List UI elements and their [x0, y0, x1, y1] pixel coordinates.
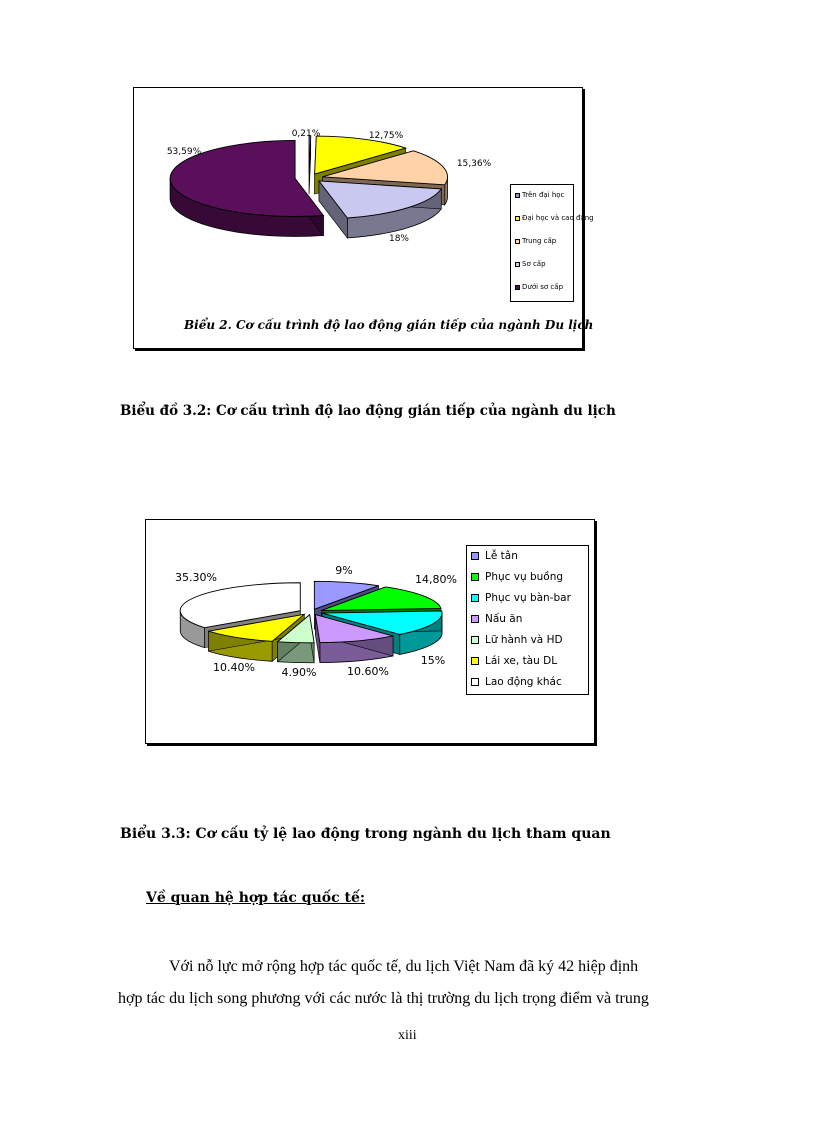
chart-1-legend [510, 184, 594, 302]
pie-chart-labor-ratio [145, 519, 595, 744]
legend-label: Lữ hành và HD [485, 634, 563, 646]
data-label-2-2: 15% [420, 654, 446, 667]
data-label-1-3: 18% [388, 234, 410, 244]
legend-label: Dưới sơ cấp [522, 283, 564, 291]
legend-swatch [515, 262, 520, 267]
legend-swatch [515, 216, 520, 221]
legend-item-1-0 [515, 191, 564, 199]
legend-item-2-6 [471, 676, 562, 688]
pie-chart-indirect-labor-qualification [133, 87, 594, 349]
legend-item-2-5 [471, 655, 557, 667]
legend-label: Trên đại học [522, 191, 565, 199]
legend-label: Đại học và cao đẳng [522, 214, 594, 222]
legend-item-1-2 [515, 237, 556, 245]
legend-label: Nấu ăn [485, 613, 523, 625]
legend-item-2-3 [471, 613, 522, 625]
data-label-1-4: 53,59% [166, 147, 202, 157]
legend-swatch [471, 573, 479, 581]
legend-label: Lễ tân [485, 550, 518, 562]
legend-item-2-4 [471, 634, 563, 646]
legend-swatch [471, 552, 479, 560]
data-label-2-0: 9% [335, 564, 353, 577]
legend-swatch [471, 615, 479, 623]
data-label-2-6: 35.30% [175, 571, 217, 584]
legend-swatch [471, 636, 479, 644]
data-label-1-0: 0,21% [291, 129, 321, 139]
section-heading: Về quan hệ hợp tác quốc tế: [146, 890, 366, 906]
legend-label: Lao động khác [485, 676, 562, 688]
legend-label: Phục vụ bàn-bar [485, 592, 571, 604]
data-label-2-4: 4.90% [281, 666, 317, 679]
legend-item-2-1 [471, 571, 563, 583]
paragraph-line-2: hợp tác du lịch song phương với các nước là thị trường du lịch trọng điểm và trung [118, 990, 649, 1007]
legend-swatch [515, 239, 520, 244]
legend-swatch [471, 657, 479, 665]
page-number: xiii [398, 1028, 417, 1043]
data-label-1-1: 12,75% [368, 131, 404, 141]
data-label-2-1: 14,80% [415, 573, 457, 586]
legend-label: Phục vụ buồng [485, 571, 564, 583]
chart-2-legend [466, 545, 589, 695]
chart-1-caption: Biểu đồ 3.2: Cơ cấu trình độ lao động gián tiếp của ngành du lịch [120, 403, 616, 419]
legend-item-1-3 [515, 260, 546, 268]
data-label-1-2: 15,36% [456, 159, 492, 169]
paragraph-line-1: Với nỗ lực mở rộng hợp tác quốc tế, du lịch Việt Nam đã ký 42 hiệp định [169, 958, 639, 975]
chart-1-title: Biểu 2. Cơ cấu trình độ lao động gián tiếp của ngành Du lịch [184, 318, 594, 332]
chart-2-caption: Biểu 3.3: Cơ cấu tỷ lệ lao động trong ngành du lịch tham quan [120, 826, 611, 842]
legend-swatch [515, 285, 520, 290]
legend-item-1-4 [515, 283, 563, 291]
legend-item-2-0 [471, 550, 518, 562]
data-label-2-5: 10.40% [213, 661, 255, 674]
legend-label: Lái xe, tàu DL [485, 655, 558, 667]
legend-swatch [471, 594, 479, 602]
data-label-2-3: 10.60% [347, 665, 389, 678]
legend-swatch [471, 678, 479, 686]
legend-swatch [515, 193, 520, 198]
legend-label: Trung cấp [522, 237, 557, 245]
legend-item-1-1 [515, 214, 594, 222]
legend-label: Sơ cấp [522, 260, 546, 268]
legend-item-2-2 [471, 592, 571, 604]
